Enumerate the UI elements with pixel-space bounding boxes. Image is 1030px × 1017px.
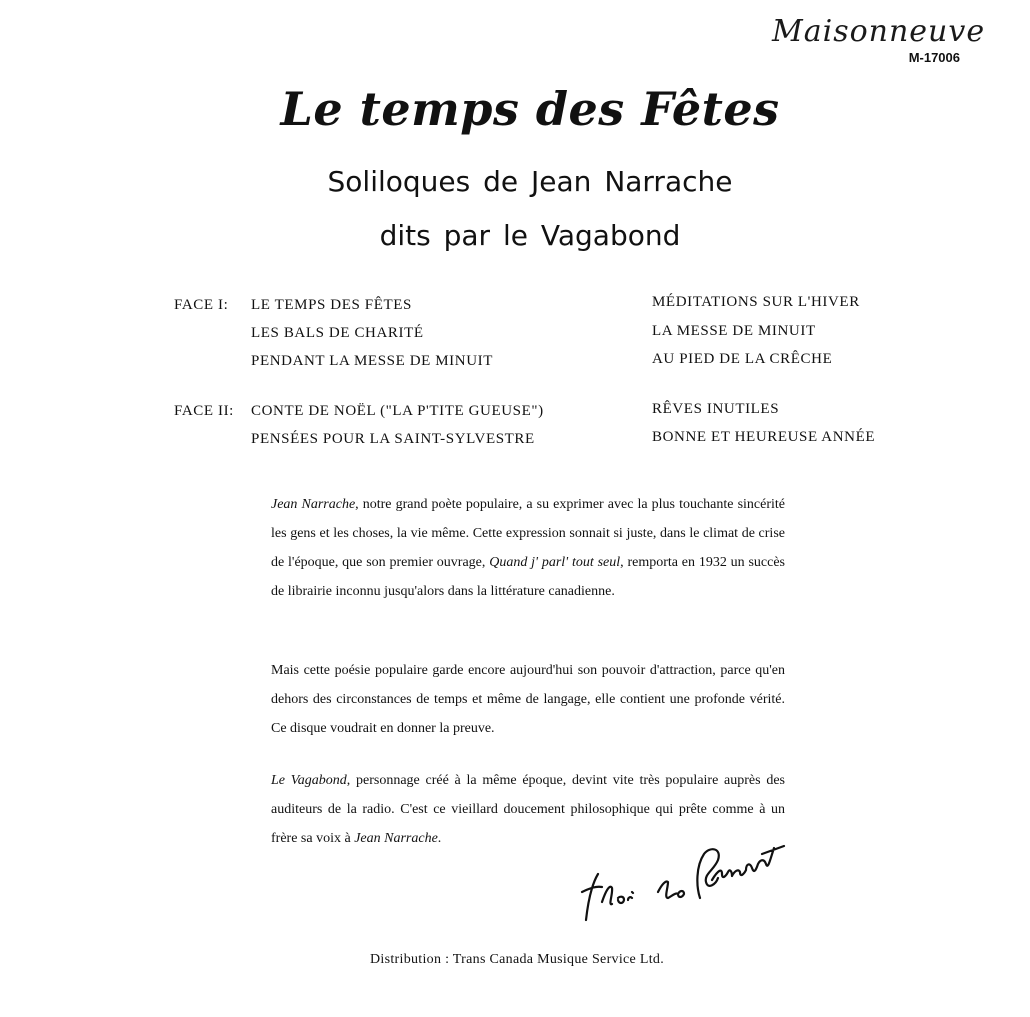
- track-list-item: CONTE DE NOËL ("LA P'TITE GUEUSE"): [251, 403, 544, 419]
- liner-note-paragraph-1: Jean Narrache, notre grand poète populaire, a su exprimer avec la plus touchante sincérité les gens et les choses, la vie même. Cette expression sonnait si juste, dans le climat de crise de l'époque, que son premier ouvrage, Quand j' parl' tout seul, remporta en 1932 un succès de librairie inconnu jusqu'alors dans la littérature canadienne.: [271, 497, 785, 599]
- track-list-item: MÉDITATIONS SUR L'HIVER: [652, 294, 860, 310]
- face-1-label: FACE I:: [174, 297, 229, 313]
- book-title: Quand j' parl' tout seul: [489, 555, 621, 570]
- track-list-item: LES BALS DE CHARITÉ: [251, 325, 424, 341]
- liner-note-paragraph-2: Mais cette poésie populaire garde encore aujourd'hui son pouvoir d'attraction, parce qu'en dehors des circonstances de temps et même de langage, elle contient une profonde vérité. Ce disque voudrait en donner la preuve.: [271, 663, 785, 736]
- distribution-credit: Distribution : Trans Canada Musique Service Ltd.: [370, 952, 664, 967]
- track-list-item: LE TEMPS DES FÊTES: [251, 297, 412, 313]
- subtitle-line-1: Soliloques de Jean Narrache: [327, 165, 733, 198]
- track-list-item: AU PIED DE LA CRÊCHE: [652, 351, 833, 367]
- subtitle-line-2: dits par le Vagabond: [379, 219, 681, 252]
- signature-image: [572, 840, 792, 930]
- label-logo: Maisonneuve: [772, 14, 986, 49]
- author-name: Jean Narrache: [354, 831, 438, 846]
- track-list-item: PENDANT LA MESSE DE MINUIT: [251, 353, 493, 369]
- author-name: Jean Narrache: [271, 497, 356, 512]
- catalog-number: M-17006: [908, 50, 960, 65]
- track-list-item: RÊVES INUTILES: [652, 401, 780, 417]
- liner-note-paragraph-3: Le Vagabond, personnage créé à la même époque, devint vite très populaire auprès des auditeurs de la radio. C'est ce vieillard doucement philosophique qui prête comme à un frère sa voix à Jean Narrache.: [271, 773, 785, 846]
- performer-name: Le Vagabond: [271, 773, 347, 788]
- track-list-item: LA MESSE DE MINUIT: [652, 323, 816, 339]
- track-list-item: PENSÉES POUR LA SAINT-SYLVESTRE: [251, 431, 535, 447]
- album-title: Le temps des Fêtes: [280, 82, 780, 136]
- track-list-item: BONNE ET HEUREUSE ANNÉE: [652, 429, 876, 445]
- face-2-label: FACE II:: [174, 403, 234, 419]
